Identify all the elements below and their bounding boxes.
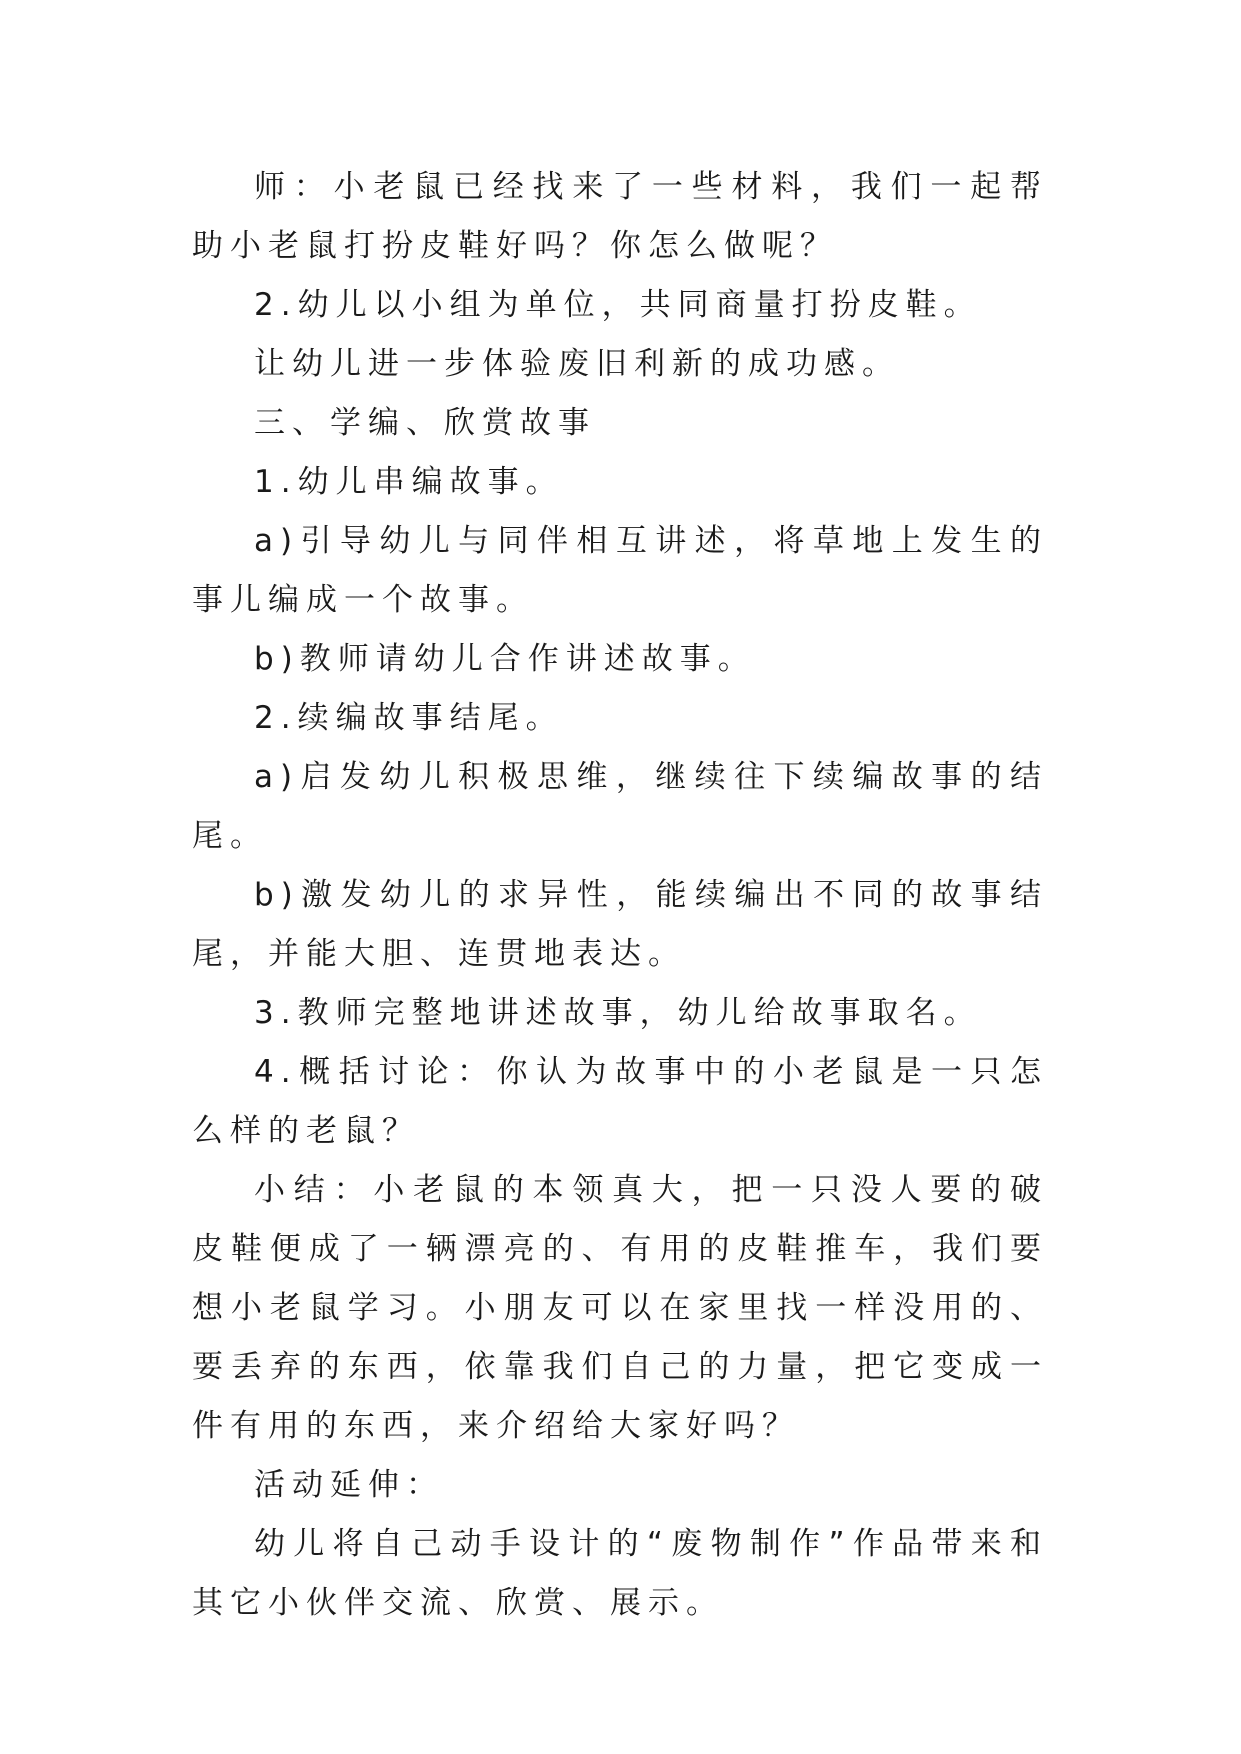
section-heading-3: 三、学编、欣赏故事 xyxy=(254,405,596,441)
paragraph-step-2b: b)激发幼儿的求异性，能续编出不同的故事结尾，并能大胆、连贯地表达。 xyxy=(192,877,1048,972)
paragraph-success-feeling: 让幼儿进一步体验废旧利新的成功感。 xyxy=(254,346,900,382)
paragraph-step-2-ending: 2.续编故事结尾。 xyxy=(254,700,564,736)
paragraph-step-3: 3.教师完整地讲述故事，幼儿给故事取名。 xyxy=(254,995,982,1031)
paragraph-step-1a: a)引导幼儿与同伴相互讲述，将草地上发生的事儿编成一个故事。 xyxy=(192,523,1048,618)
paragraph-step-1b: b)教师请幼儿合作讲述故事。 xyxy=(254,641,756,677)
paragraph-step-4: 4.概括讨论：你认为故事中的小老鼠是一只怎么样的老鼠？ xyxy=(192,1054,1048,1149)
paragraph-step-1-story: 1.幼儿串编故事。 xyxy=(254,464,564,500)
paragraph-extension-content: 幼儿将自己动手设计的“废物制作”作品带来和其它小伙伴交流、欣赏、展示。 xyxy=(192,1526,1048,1621)
paragraph-step-2-group: 2.幼儿以小组为单位，共同商量打扮皮鞋。 xyxy=(254,287,982,323)
paragraph-teacher-question: 师：小老鼠已经找来了一些材料，我们一起帮助小老鼠打扮皮鞋好吗？你怎么做呢？ xyxy=(192,169,1048,264)
paragraph-summary: 小结：小老鼠的本领真大，把一只没人要的破皮鞋便成了一辆漂亮的、有用的皮鞋推车，我们要想小老鼠学习。小朋友可以在家里找一样没用的、要丢弃的东西，依靠我们自己的力量，把它变成一件有用的东西，来介绍给大家好吗？ xyxy=(192,1172,1048,1444)
paragraph-step-2a: a)启发幼儿积极思维，继续往下续编故事的结尾。 xyxy=(192,759,1048,854)
document-page xyxy=(192,158,1048,1633)
paragraph-extension-heading: 活动延伸： xyxy=(254,1467,444,1503)
